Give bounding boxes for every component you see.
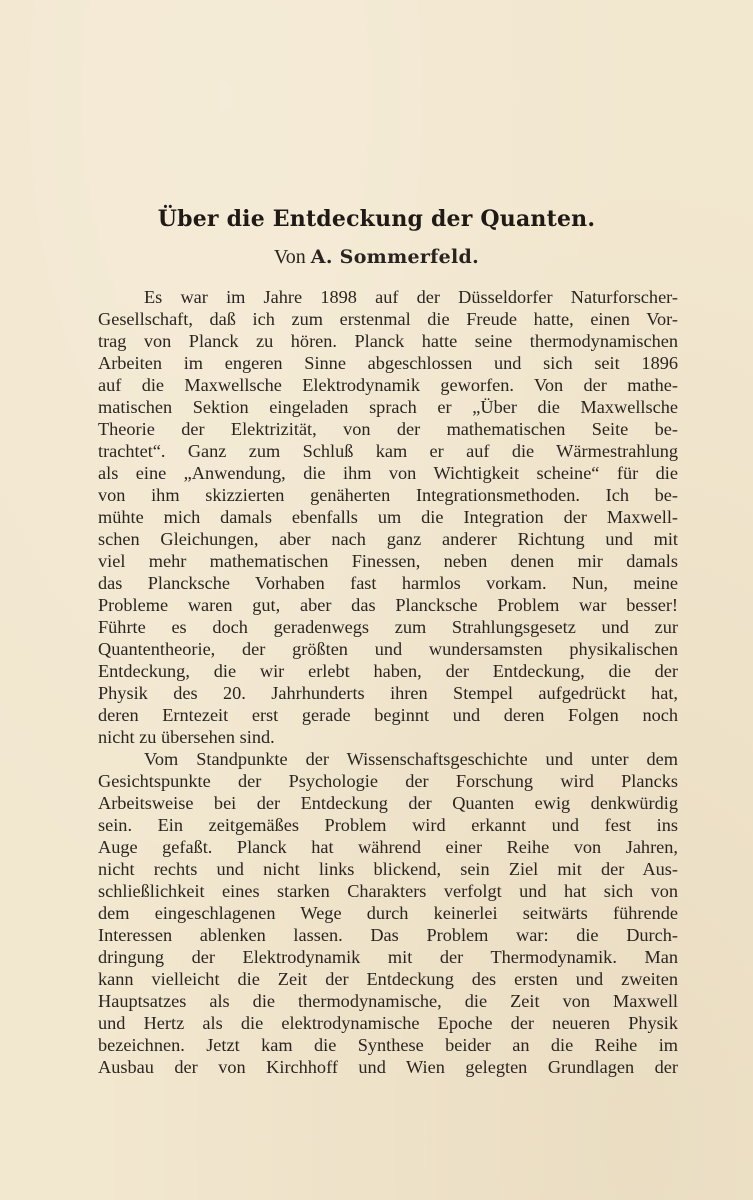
byline xyxy=(0,246,753,269)
text-line: als eine „Anwendung, die ihm von Wichtigkeit scheine“ für die xyxy=(98,463,678,483)
byline-prefix: Von xyxy=(273,246,306,268)
text-line: von ihm skizzierten genäherten Integrationsmethoden. Ich be- xyxy=(98,485,678,505)
text-line: nicht zu übersehen sind. xyxy=(98,727,275,747)
text-line: auf die Maxwellsche Elektrodynamik geworfen. Von der mathe- xyxy=(98,375,678,395)
text-line: Vom Standpunkte der Wissenschaftsgeschichte und unter dem xyxy=(144,749,678,769)
text-line: Führte es doch geradenwegs zum Strahlungsgesetz und zur xyxy=(98,617,678,637)
text-line: Auge gefaßt. Planck hat während einer Reihe von Jahren, xyxy=(98,837,678,857)
text-line: Ausbau der von Kirchhoff und Wien gelegten Grundlagen der xyxy=(98,1057,678,1077)
text-line: Gesichtspunkte der Psychologie der Forschung wird Plancks xyxy=(98,771,678,791)
text-line: bezeichnen. Jetzt kam die Synthese beider an die Reihe im xyxy=(98,1035,678,1055)
text-line: schließlichkeit eines starken Charakters verfolgt und hat sich von xyxy=(98,881,678,901)
text-line: kann vielleicht die Zeit der Entdeckung des ersten und zweiten xyxy=(98,969,678,989)
article-title: Über die Entdeckung der Quanten. xyxy=(157,206,596,232)
article-body xyxy=(98,286,678,1078)
text-line: Interessen ablenken lassen. Das Problem war: die Durch- xyxy=(98,925,678,945)
text-line: Arbeiten im engeren Sinne abgeschlossen und sich seit 1896 xyxy=(98,353,678,373)
text-line: mühte mich damals ebenfalls um die Integration der Maxwell- xyxy=(98,507,678,527)
text-line: Physik des 20. Jahrhunderts ihren Stempel aufgedrückt hat, xyxy=(98,683,678,703)
text-line: Hauptsatzes als die thermodynamische, die Zeit von Maxwell xyxy=(98,991,678,1011)
text-line: Theorie der Elektrizität, von der mathematischen Seite be- xyxy=(98,419,678,439)
text-line: deren Erntezeit erst gerade beginnt und deren Folgen noch xyxy=(98,705,678,725)
text-line: Entdeckung, die wir erlebt haben, der Entdeckung, die der xyxy=(98,661,678,681)
text-line: trachtet“. Ganz zum Schluß kam er auf die Wärmestrahlung xyxy=(98,441,678,461)
text-line: viel mehr mathematischen Finessen, neben denen mir damals xyxy=(98,551,678,571)
text-line: schen Gleichungen, aber nach ganz anderer Richtung und mit xyxy=(98,529,678,549)
text-line: Quantentheorie, der größten und wundersamsten physikalischen xyxy=(98,639,678,659)
text-line: Es war im Jahre 1898 auf der Düsseldorfer Naturforscher- xyxy=(144,287,678,307)
text-line: Probleme waren gut, aber das Plancksche Problem war besser! xyxy=(98,595,678,615)
text-line: und Hertz als die elektrodynamische Epoche der neueren Physik xyxy=(98,1013,678,1033)
text-line: Gesellschaft, daß ich zum erstenmal die Freude hatte, einen Vor- xyxy=(98,309,678,329)
text-line: das Plancksche Vorhaben fast harmlos vorkam. Nun, meine xyxy=(98,573,678,593)
text-line: nicht rechts und nicht links blickend, sein Ziel mit der Aus- xyxy=(98,859,678,879)
text-line: Arbeitsweise bei der Entdeckung der Quanten ewig denkwürdig xyxy=(98,793,678,813)
text-line: dem eingeschlagenen Wege durch keinerlei seitwärts führende xyxy=(98,903,678,923)
text-line: matischen Sektion eingeladen sprach er „Über die Maxwellsche xyxy=(98,397,678,417)
text-line: trag von Planck zu hören. Planck hatte seine thermodynamischen xyxy=(98,331,678,351)
author-name: A. Sommerfeld. xyxy=(310,246,480,268)
text-line: sein. Ein zeitgemäßes Problem wird erkannt und fest ins xyxy=(98,815,678,835)
text-line: dringung der Elektrodynamik mit der Thermodynamik. Man xyxy=(98,947,678,967)
